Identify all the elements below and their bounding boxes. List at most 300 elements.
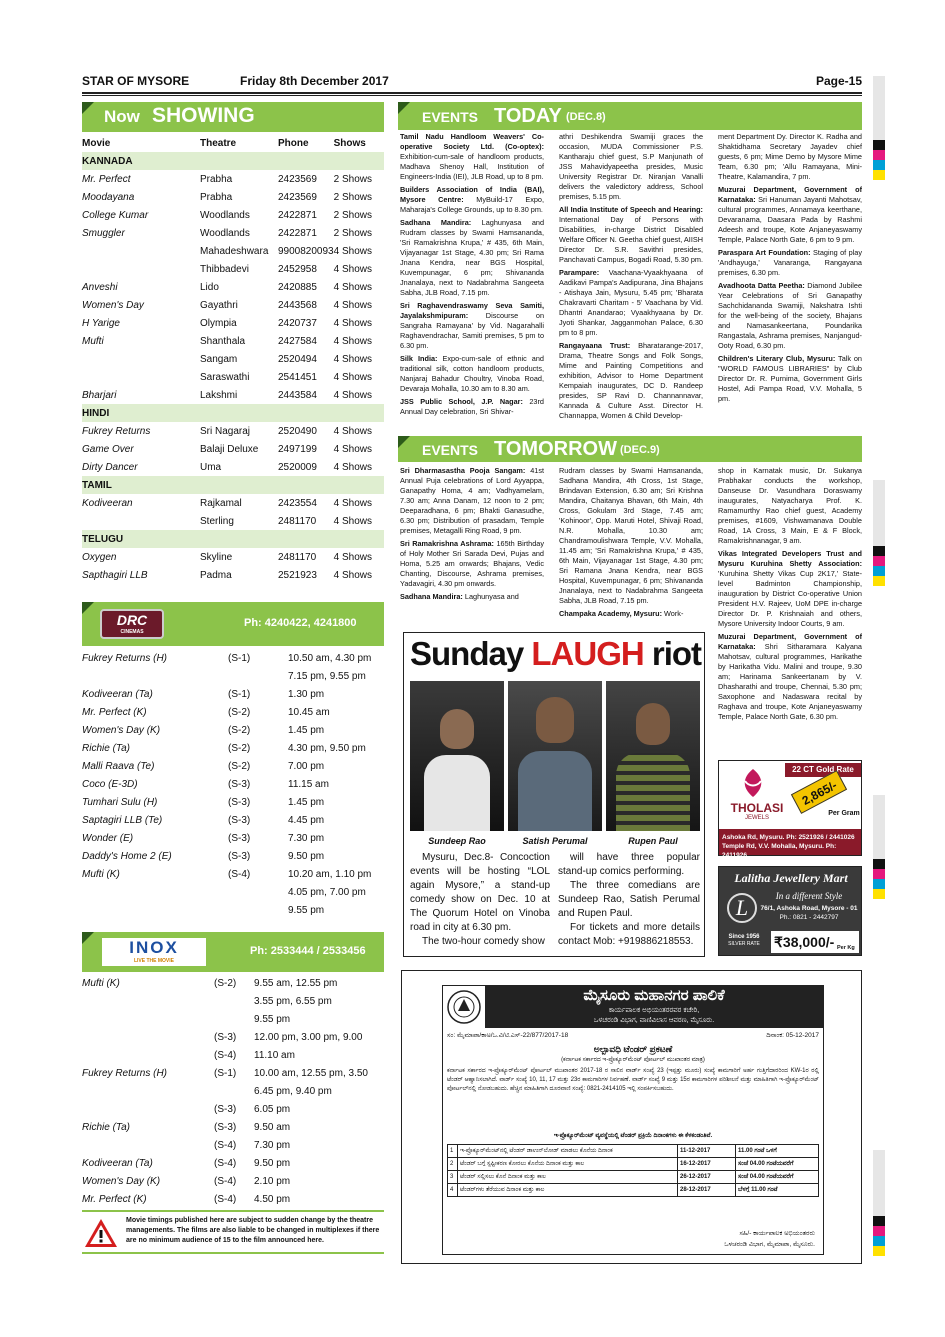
schedule-row	[82, 1046, 384, 1064]
film-title	[82, 1082, 214, 1100]
event-details: 23rd Annual Day celebration, Sri Shivar-	[400, 397, 544, 416]
story-paragraph: For tickets and more details contact Mob: +919886218553.	[558, 922, 700, 947]
schedule-row	[82, 685, 384, 703]
movie-title: Mufti	[82, 335, 104, 347]
event-details: Rudram classes by Swami Hamsananda, Sadhana Mandira, 4th Cross, 1st Stage, Brindavan Extension, 6.30 am; Sri Krishna Mandira, Chaitanya Bhavan, 6th Main, 4th Cross, Gokulam 3rd Stage, 7.45 am; 'Kohinoor', Opp. Maruti Hotel, Shivaji Road, N.R. Mohalla, 10.30 am; Chandramoulishwara Temple, V.V. Mohalla, 11.45 am; 'Sri Ramakrishna Krupa,' # 435, 6th Main, Vijayanagar 1st Stage, 4.30 pm; Sri Ramana Jnana Kendra, near BGS Hospital, Kuvempunagar, 6 pm; Shivananda Jnanalaya, next to Nadabrahma Sangeeta Sabha, JLB Road, 7.15 pm.	[559, 466, 703, 605]
event-organiser: Vikas Integrated Developers Trust and Mysuru Kuruhina Shetty Association:	[718, 549, 862, 568]
show-times: 1.45 pm	[288, 724, 325, 736]
movie-title: Mr. Perfect	[82, 173, 131, 185]
screen-number: (S-1)	[228, 688, 251, 700]
movie-title: College Kumar	[82, 209, 149, 221]
event-organiser: Sadhana Mandira:	[400, 592, 463, 601]
show-times: 1.45 pm	[288, 796, 325, 808]
table-row	[82, 296, 384, 314]
schedule-row	[82, 1118, 384, 1136]
notice-text: Movie timings published here are subject to sudden change by the theatre managements. The films are also liable to be changed in multiplexes if there are no minimum audience of 15 to the film announced here.	[126, 1217, 380, 1244]
events-today-date: (DEC.8)	[566, 111, 606, 123]
column-header: Theatre	[200, 137, 237, 149]
table-row	[82, 458, 384, 476]
movie-title	[82, 242, 200, 260]
schedule-row	[82, 883, 384, 901]
theatre-name: Uma	[200, 461, 222, 473]
language-row	[82, 476, 384, 494]
silver-per: Per Kg	[837, 945, 855, 951]
table-row	[82, 440, 384, 458]
event-organiser: Children's Literary Club, Mysuru:	[718, 354, 836, 363]
comedian-name: Sundeep Rao	[428, 836, 486, 846]
events-today-title-b: TODAY	[494, 105, 562, 127]
tender-date: ದಿನಾಂಕ: 05-12-2017	[766, 1032, 819, 1039]
schedule-row	[82, 865, 384, 883]
film-title	[82, 883, 228, 901]
show-count: 4 Shows	[333, 497, 372, 509]
warning-icon	[84, 1218, 118, 1248]
show-count: 2 Shows	[333, 173, 372, 185]
event-item	[559, 466, 703, 606]
language-row	[82, 404, 384, 422]
theatre-name: Thibbadevi	[200, 263, 249, 275]
movie-title	[82, 350, 200, 368]
theatre-phone: 2423554	[278, 497, 317, 509]
tender-date: 16-12-2017	[678, 1158, 736, 1171]
events-today-title-a: EVENTS	[422, 109, 479, 125]
gold-price-tag: 2,865/-	[791, 770, 847, 814]
film-title: Mr. Perfect (K)	[82, 1193, 147, 1205]
registration-mark	[873, 1216, 885, 1226]
show-count: 4 Shows	[333, 551, 372, 563]
banner-corner	[398, 436, 410, 448]
event-details: Staging of play 'Andhayuga,' Vanaranga, Rangayana premises, 6.30 pm.	[718, 248, 862, 277]
show-times: 9.50 pm	[288, 850, 325, 862]
tholasi-emblem-icon	[735, 767, 771, 799]
event-organiser: Sri Raghavendraswamy Seva Samiti, Jayalakshmipuram:	[400, 301, 544, 320]
tender-date: 28-12-2017	[678, 1184, 736, 1197]
movie-title	[82, 260, 200, 278]
event-organiser: JSS Public School, J.P. Nagar:	[400, 397, 523, 406]
language-label: TAMIL	[82, 476, 384, 494]
theatre-name: Skyline	[200, 551, 233, 563]
event-item	[718, 466, 862, 546]
film-title: Mr. Perfect (K)	[82, 706, 147, 718]
shirt-shape	[518, 751, 592, 831]
language-row	[82, 152, 384, 170]
schedule-row	[82, 667, 384, 685]
show-times: 3.55 pm, 6.55 pm	[254, 995, 332, 1007]
show-times: 7.00 pm	[288, 760, 325, 772]
screen-number	[214, 1010, 254, 1028]
schedule-row	[82, 739, 384, 757]
drc-logo-sub: CINEMAS	[120, 629, 144, 635]
movie-title: Game Over	[82, 443, 134, 455]
face-shape	[636, 703, 670, 745]
table-row	[82, 332, 384, 350]
tholasi-address: Ashoka Rd, Mysuru. Ph: 2521926 / 2441026 Temple Rd, V.V. Mohalla, Mysuru. Ph: 2411926	[719, 829, 861, 855]
event-item	[559, 132, 703, 202]
registration-mark	[873, 889, 885, 899]
theatre-phone: 9900820093	[278, 245, 334, 257]
page-header	[82, 74, 862, 92]
show-count: 4 Shows	[333, 335, 372, 347]
table-row	[82, 368, 384, 386]
theatre-name: Gayathri	[200, 299, 238, 311]
screen-number: (S-2)	[228, 724, 251, 736]
tender-time: ಸಂಜೆ 04.00 ಗಂಟೆಯವರೆಗೆ	[736, 1171, 819, 1184]
registration-mark	[873, 859, 885, 869]
schedule-row	[82, 1100, 384, 1118]
schedule-row	[82, 775, 384, 793]
show-times: 2.10 pm	[254, 1175, 291, 1187]
screen-number	[214, 992, 254, 1010]
events-today-column	[718, 132, 862, 428]
tender-item: ಟೆಂಡರ್ ಸಲ್ಲಿಸಲು ಕೊನೆ ದಿನಾಂಕ ಮತ್ತು ಕಾಲ	[458, 1171, 678, 1184]
event-organiser: Rangayaana Trust:	[559, 341, 631, 350]
screen-number	[228, 667, 288, 685]
event-item	[559, 205, 703, 265]
schedule-row	[82, 901, 384, 919]
tender-notice	[442, 985, 824, 1255]
film-title: Kodiveeran (Ta)	[82, 1157, 153, 1169]
theatre-phone: 2423569	[278, 173, 317, 185]
show-count: 4 Shows	[333, 245, 372, 257]
event-organiser: Champaka Academy, Mysuru:	[559, 609, 663, 618]
event-details: Expo-cum-sale of ethnic and traditional silk, cotton handloom products, Nanjaraj Bahadur Choultry, Vinoba Road, Devaraja Mohalla, 10.30 am to 8.30 am.	[400, 354, 544, 393]
tender-time: ಬೆಳಗ್ಗೆ 11.00 ಗಂಟೆ	[736, 1184, 819, 1197]
film-title: Fukrey Returns (H)	[82, 1067, 168, 1079]
theatre-phone: 2420885	[278, 281, 317, 293]
theatre-phone: 2541451	[278, 371, 317, 383]
event-organiser: Muzurai Department, Government of Karnataka:	[718, 185, 862, 204]
show-count: 4 Shows	[333, 515, 372, 527]
lalitha-ad	[718, 866, 862, 956]
table-row	[82, 422, 384, 440]
event-organiser: Paraspara Art Foundation:	[718, 248, 811, 257]
theatre-phone: 2443584	[278, 389, 317, 401]
tender-no: 3	[448, 1171, 458, 1184]
event-item	[718, 632, 862, 722]
show-count: 2 Shows	[333, 227, 372, 239]
laugh-title-c: riot	[651, 635, 702, 672]
screen-number: (S-2)	[228, 760, 251, 772]
header-rule	[82, 95, 862, 96]
comedian-photo-2	[508, 681, 602, 831]
tender-date: 26-12-2017	[678, 1171, 736, 1184]
event-details: Work-	[664, 609, 684, 618]
registration-mark	[873, 879, 885, 889]
theatre-phone: 2443568	[278, 299, 317, 311]
movie-title: Dirty Dancer	[82, 461, 138, 473]
tender-sub2: ಒಳಚರಂಡಿ ವಿಭಾಗ, ವಾಣಿವಿಲಾಸ ಆವರಣ, ಮೈಸೂರು.	[593, 1017, 715, 1024]
movie-title	[82, 512, 200, 530]
language-label: TELUGU	[82, 530, 384, 548]
theatre-name: Sterling	[200, 515, 234, 527]
drc-schedule	[82, 649, 384, 919]
story-paragraph: The three comedians are Sundeep Rao, Satish Perumal and Rupen Paul.	[558, 880, 700, 919]
screen-number: (S-4)	[214, 1193, 237, 1205]
schedule-row	[82, 649, 384, 667]
laugh-title-a: Sunday	[410, 635, 524, 672]
film-title	[82, 1028, 214, 1046]
event-organiser: All India Institute of Speech and Hearing:	[559, 205, 703, 214]
film-title	[82, 1010, 214, 1028]
event-organiser: Avadhoota Datta Peetha:	[718, 281, 805, 290]
event-item	[718, 185, 862, 245]
inox-schedule	[82, 974, 384, 1208]
lalitha-silver: SILVER RATE	[728, 941, 760, 947]
event-organiser: Parampare:	[559, 268, 600, 277]
tender-item: ಟೆಂಡರ್ ಬಗ್ಗೆ ಸ್ಪಷ್ಟೀಕರಣ ಕೋರಲು ಕೊನೆಯ ದಿನಾಂಕ ಮತ್ತು ಕಾಲ	[458, 1158, 678, 1171]
schedule-row	[82, 974, 384, 992]
screen-number: (S-4)	[228, 868, 251, 880]
drc-phone: Ph: 4240422, 4241800	[244, 617, 357, 629]
tender-row	[448, 1184, 819, 1197]
show-times: 10.50 am, 4.30 pm	[288, 652, 372, 664]
event-item	[400, 132, 544, 182]
registration-mark	[873, 576, 885, 586]
comedian-name: Satish Perumal	[522, 836, 588, 846]
film-title: Malli Raava (Te)	[82, 760, 155, 772]
per-gram: Per Gram	[828, 810, 860, 817]
timing-notice	[82, 1210, 384, 1254]
table-row	[82, 566, 384, 584]
theatre-phone: 2481170	[278, 551, 317, 563]
lalitha-tag: In a different Style	[775, 891, 843, 901]
event-details: 41st Annual Puja celebrations of Lord Ayyappa, Ganapathy Homa, 4 am; Vadhyamelam, 7.30 am; Anna Danam, 12 noon to 2 pm; Deeparadhana, 6 pm; Bhakti Ganasudhe, 6.30 pm; Distribution of prasadam, Temple premises, Metagalli Ring Road, 9 pm.	[400, 466, 544, 535]
show-count: 4 Shows	[333, 317, 372, 329]
screen-number: (S-3)	[214, 1031, 237, 1043]
film-title: Saptagiri LLB (Te)	[82, 814, 163, 826]
event-item	[400, 218, 544, 298]
show-times: 4.05 pm, 7.00 pm	[288, 886, 366, 898]
film-title	[82, 1136, 214, 1154]
theatre-name: Prabha	[200, 173, 233, 185]
screen-number: (S-4)	[214, 1139, 237, 1151]
event-item	[400, 397, 544, 417]
face-shape	[440, 709, 474, 749]
table-row	[82, 350, 384, 368]
screen-number: (S-2)	[228, 706, 251, 718]
event-details: Laghunyasa and	[464, 592, 519, 601]
tender-heading: ಅಲ್ಪಾವಧಿ ಟೆಂಡರ್ ಪ್ರಕಟಣೆ	[593, 1044, 673, 1054]
language-label: HINDI	[82, 404, 384, 422]
event-details: Diamond Jubilee Year Celebrations of Sri Ganapathy Sachchidananda Swamiji, Nakshatra Ishti for the well-being of the society, Bhajans and Namasankeertana, Poundarika Rangastala, Ashrama premises, Nanjangud-Ooty Road, 6.30 pm.	[718, 281, 862, 350]
inox-banner	[82, 932, 384, 972]
tender-row	[448, 1158, 819, 1171]
event-details: Bharatarange-2017, Drama, Theatre Songs and Folk Songs, Mime and Painting Competitions and exhibition, Advisor to Home Department Kempaiah inaugurates, DC D. Randeep presides, SP Ravi D. Channannavar, Kannada & Culture Asst. Director H. Channappa, Women & Child Develop-	[559, 341, 703, 420]
film-title	[82, 1100, 214, 1118]
tender-row	[448, 1171, 819, 1184]
screen-number: (S-3)	[228, 832, 251, 844]
show-times: 4.50 pm	[254, 1193, 291, 1205]
tender-table-heading: ಇ-ಪ್ರೊಕ್ಯೂರ್‌ಮೆಂಟ್ ವ್ಯವಸ್ಥೆಯಲ್ಲಿ ಟೆಂಡರ್ ಪ್ರಕ್ರಿಯೆ ದಿನಾಂಕಗಳು ಈ ಕೆಳಕಂಡಂತಿವೆ.	[553, 1133, 713, 1139]
registration-mark	[873, 170, 885, 180]
tender-title: ಮೈಸೂರು ಮಹಾನಗರ ಪಾಲಿಕೆ	[583, 987, 725, 1004]
schedule-row	[82, 757, 384, 775]
film-title: Women's Day (K)	[82, 724, 161, 736]
now-showing-table	[82, 134, 384, 584]
registration-mark	[873, 1226, 885, 1236]
tender-table	[447, 1144, 819, 1197]
schedule-row	[82, 1082, 384, 1100]
show-times: 9.50 am	[254, 1121, 291, 1133]
theatre-phone: 2423569	[278, 191, 317, 203]
event-organiser: Builders Association of India (BAI), Mysore Centre:	[400, 185, 544, 204]
event-organiser: Sri Dharmasastha Pooja Sangam:	[400, 466, 526, 475]
show-count: 4 Shows	[333, 371, 372, 383]
screen-number: (S-3)	[214, 1121, 237, 1133]
events-tomorrow-title-b: TOMORROW	[494, 438, 617, 460]
schedule-row	[82, 703, 384, 721]
show-times: 10.00 am, 12.55 pm, 3.50	[254, 1067, 368, 1079]
movie-title: Oxygen	[82, 551, 117, 563]
theatre-phone: 2520009	[278, 461, 317, 473]
theatre-name: Saraswathi	[200, 371, 250, 383]
film-title: Women's Day (K)	[82, 1175, 161, 1187]
banner-corner	[82, 932, 94, 944]
event-item	[718, 281, 862, 351]
table-row	[82, 386, 384, 404]
theatre-name: Woodlands	[200, 227, 250, 239]
gold-rate-banner: 22 CT Gold Rate	[785, 763, 861, 777]
tender-time: 11.00 ಗಂಟೆ ಒಳಗೆ	[736, 1145, 819, 1158]
show-times: 4.30 pm, 9.50 pm	[288, 742, 366, 754]
shirt-shape	[424, 755, 490, 831]
show-times: 6.05 pm	[254, 1103, 291, 1115]
events-tomorrow-date: (DEC.9)	[620, 444, 660, 456]
schedule-row	[82, 1064, 384, 1082]
paper-name: STAR OF MYSORE	[82, 74, 190, 88]
theatre-phone: 2481170	[278, 515, 317, 527]
show-times: 10.20 am, 1.10 pm	[288, 868, 372, 880]
show-times: 9.50 pm	[254, 1157, 291, 1169]
inox-logo-text: INOX	[129, 938, 179, 957]
event-item	[559, 609, 703, 619]
drc-logo	[100, 609, 164, 639]
laugh-riot-box	[403, 632, 705, 957]
registration-mark	[873, 546, 885, 556]
column-header: Movie	[82, 137, 111, 149]
event-item	[400, 354, 544, 394]
drc-logo-text: DRC	[116, 612, 148, 628]
margin-strip	[873, 76, 885, 140]
event-item	[559, 341, 703, 421]
show-count: 2 Shows	[333, 191, 372, 203]
tender-row	[448, 1145, 819, 1158]
screen-number: (S-3)	[228, 778, 251, 790]
screen-number	[228, 901, 288, 919]
schedule-row	[82, 992, 384, 1010]
table-row	[82, 512, 384, 530]
margin-strip	[873, 1150, 885, 1216]
inox-logo	[102, 938, 206, 966]
events-tomorrow-column	[718, 466, 862, 750]
schedule-row	[82, 811, 384, 829]
event-organiser: Tamil Nadu Handloom Weavers' Co-operative Society Ltd. (Co-optex):	[400, 132, 544, 151]
theatre-name: Woodlands	[200, 209, 250, 221]
story-paragraph: The two-hour comedy show	[422, 936, 545, 947]
drc-schedule-wrap	[82, 649, 384, 919]
movie-title: Women's Day	[82, 299, 144, 311]
film-title	[82, 667, 228, 685]
event-item	[718, 248, 862, 278]
movie-title: Fukrey Returns	[82, 425, 151, 437]
screen-number: (S-3)	[228, 814, 251, 826]
lalitha-phone: Ph.: 0821 - 2442797	[779, 914, 839, 921]
table-row	[82, 548, 384, 566]
lalitha-address: 76/1, Ashoka Road, Mysore - 01	[760, 905, 858, 912]
comedian-photo-1	[410, 681, 504, 831]
theatre-phone: 2427584	[278, 335, 317, 347]
schedule-row	[82, 1136, 384, 1154]
margin-strip	[873, 795, 885, 859]
silver-rate: ₹38,000/-	[771, 931, 859, 953]
film-title: Kodiveeran (Ta)	[82, 688, 153, 700]
screen-number: (S-3)	[228, 796, 251, 808]
tender-sign1: ಸಹಿ/- ಕಾರ್ಯಪಾಲಕ ಅಭಿಯಂತರರು	[739, 1230, 815, 1237]
theatre-name: Lakshmi	[200, 389, 238, 401]
movie-title: Moodayana	[82, 191, 135, 203]
show-count: 4 Shows	[333, 263, 372, 275]
tender-header	[485, 986, 823, 1028]
corporation-emblem-icon	[446, 989, 482, 1025]
screen-number	[228, 883, 288, 901]
screen-number: (S-2)	[228, 742, 251, 754]
drc-banner	[82, 602, 384, 646]
schedule-row	[82, 829, 384, 847]
show-count: 4 Shows	[333, 461, 372, 473]
movie-title: H Yarige	[82, 317, 120, 329]
margin-strip	[873, 480, 885, 546]
schedule-row	[82, 1154, 384, 1172]
show-times: 7.30 pm	[254, 1139, 291, 1151]
screen-number: (S-2)	[214, 977, 237, 989]
column-header: Phone	[278, 137, 309, 149]
event-organiser: Sadhana Mandira:	[400, 218, 472, 227]
show-times: 9.55 am, 12.55 pm	[254, 977, 338, 989]
theatre-phone: 2422871	[278, 209, 317, 221]
show-times: 7.30 pm	[288, 832, 325, 844]
events-today-column	[400, 132, 544, 428]
event-organiser: Sri Ramakrishna Ashrama:	[400, 539, 494, 548]
theatre-name: Olympia	[200, 317, 237, 329]
show-times: 11.10 am	[254, 1049, 295, 1061]
event-details: Vaachana-Vyaakhyaana of Aadikavi Pampa's Aadipurana, Jina Bhajans - Atishaya Jain, Mysuru, 5.45 pm; 'Bharata Chakravarti Charitam - 5' Vaachana by Vid. Dhantri Anandarao; Vyaakhyaana by Dr. Jyoti Shankar, Jagganmohan Palace, 6.30 pm to 8 pm.	[559, 268, 703, 337]
show-times: 12.00 pm, 3.00 pm, 9.00	[254, 1031, 363, 1043]
screen-number: (S-4)	[214, 1157, 237, 1169]
movie-title: Sapthagiri LLB	[82, 569, 148, 581]
lalitha-since: Since 1956	[728, 934, 760, 940]
banner-corner	[398, 102, 410, 114]
page-number: Page-15	[815, 74, 862, 88]
registration-mark	[873, 1236, 885, 1246]
film-title: Mufti (K)	[82, 868, 120, 880]
show-count: 4 Shows	[333, 443, 372, 455]
event-details: Talk on "WORLD FAMOUS LIBRARIES" by Club Director Dr. R. Purnima, Government Girls Hostel, Adi Pampa Road, V.V. Mohalla, 5 pm.	[718, 354, 862, 403]
film-title: Fukrey Returns (H)	[82, 652, 168, 664]
event-details: 'Kuruhina Shetty Vikas Cup 2K17,' State-level Badminton Championship, inauguration by District Co-operative Union President H.V. Rajeev, UoM DPE in-charge Director Dr. P. Krishnaiah and others, Mysore University Indoor Courts, 9 am.	[718, 569, 862, 628]
event-item	[718, 132, 862, 182]
events-tomorrow-title-a: EVENTS	[422, 442, 479, 458]
story-paragraph: Mysuru, Dec.8- Concoction events will be hosting “LOL again Mysore,” a stand-up comedy show on Dec. 10 at The Quorum Hotel on Vinoba road in city at 6.30 pm.	[410, 852, 550, 933]
issue-date: Friday 8th December 2017	[240, 74, 389, 88]
laugh-title-b: LAUGH	[531, 635, 644, 672]
tender-subheading: (ಕರ್ನಾಟಕ ಸರ್ಕಾರದ ಇ-ಪ್ರೊಕ್ಯೂರ್‌ಮೆಂಟ್ ಪೋರ್ಟಲ್ ಮುಖಾಂತರ ಮಾತ್ರ)	[561, 1057, 705, 1063]
tender-box	[401, 970, 862, 1264]
show-count: 4 Shows	[333, 281, 372, 293]
event-item	[400, 301, 544, 351]
movie-title: Kodiveeran	[82, 497, 133, 509]
event-item	[400, 592, 544, 602]
tholasi-ad	[718, 760, 862, 859]
